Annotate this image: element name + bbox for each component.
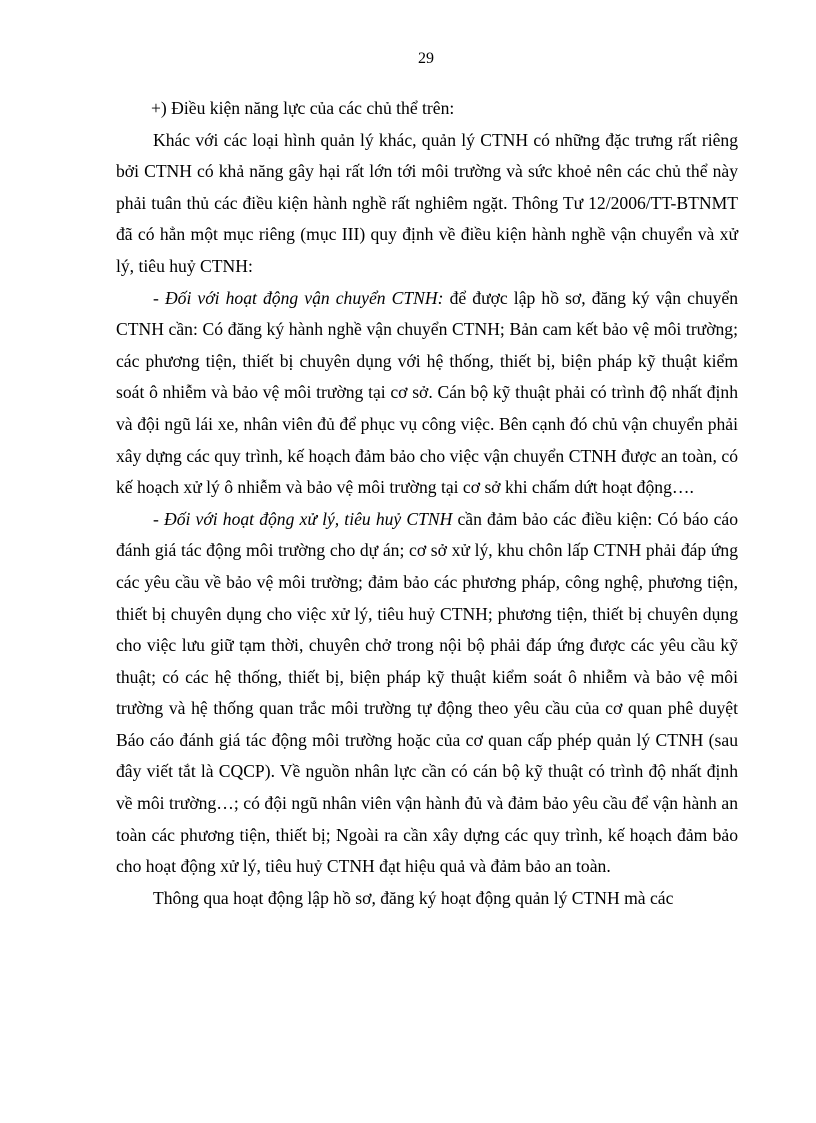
document-body xyxy=(116,93,738,914)
italic-lead: - Đối với hoạt động xử lý, tiêu huỷ CTNH xyxy=(153,508,453,529)
paragraph-text: để được lập hồ sơ, đăng ký vận chuyển CTNH cần: Có đăng ký hành nghề vận chuyển CTNH; Bản cam kết bảo vệ môi trường; các phương tiện, thiết bị chuyên dụng với hệ thống, thiết bị, biện pháp kỹ thuật kiểm soát ô nhiễm và bảo vệ môi trường tại cơ sở. Cán bộ kỹ thuật phải có trình độ nhất định và đội ngũ lái xe, nhân viên đủ để phục vụ công việc. Bên cạnh đó chủ vận chuyển phải xây dựng các quy trình, kế hoạch đảm bảo cho việc vận chuyển CTNH được an toàn, có kế hoạch xử lý ô nhiễm và bảo vệ môi trường tại cơ sở khi chấm dứt hoạt động…. xyxy=(116,287,738,498)
italic-lead: - Đối với hoạt động vận chuyển CTNH: xyxy=(153,287,444,308)
paragraph-treatment-conditions xyxy=(116,504,738,883)
paragraph-transport-conditions xyxy=(116,283,738,504)
paragraph: Khác với các loại hình quản lý khác, quản lý CTNH có những đặc trưng rất riêng bởi CTNH có khả năng gây hại rất lớn tới môi trường và sức khoẻ nên các chủ thể này phải tuân thủ các điều kiện hành nghề rất nghiêm ngặt. Thông Tư 12/2006/TT-BTNMT đã có hẳn một mục riêng (mục III) quy định về điều kiện hành nghề vận chuyển và xử lý, tiêu huỷ CTNH: xyxy=(116,129,738,276)
paragraph: Thông qua hoạt động lập hồ sơ, đăng ký hoạt động quản lý CTNH mà các xyxy=(153,887,674,908)
page-number: 29 xyxy=(418,50,434,67)
paragraph-text: cần đảm bảo các điều kiện: Có báo cáo đánh giá tác động môi trường cho dự án; cơ sở xử lý, khu chôn lấp CTNH phải đáp ứng các yêu cầu về bảo vệ môi trường; đảm bảo các phương pháp, công nghệ, phương tiện, thiết bị chuyên dụng cho việc xử lý, tiêu huỷ CTNH; phương tiện, thiết bị chuyên dụng cho việc lưu giữ tạm thời, chuyên chở trong nội bộ phải đáp ứng được các yêu cầu kỹ thuật; có các hệ thống, thiết bị, biện pháp kỹ thuật kiểm soát ô nhiễm và bảo vệ môi trường và hệ thống quan trắc môi trường tự động theo yêu cầu của cơ quan phê duyệt Báo cáo đánh giá tác động môi trường hoặc của cơ quan cấp phép quản lý CTNH (sau đây viết tắt là CQCP). Về nguồn nhân lực cần có cán bộ kỹ thuật có trình độ nhất định về môi trường…; có đội ngũ nhân viên vận hành đủ và đảm bảo yêu cầu để vận hành an toàn các phương tiện, thiết bị; Ngoài ra cần xây dựng các quy trình, kế hoạch đảm bảo cho hoạt động xử lý, tiêu huỷ CTNH đạt hiệu quả và đảm bảo an toàn. xyxy=(116,508,738,877)
section-subheading: +) Điều kiện năng lực của các chủ thể trên: xyxy=(151,98,455,118)
